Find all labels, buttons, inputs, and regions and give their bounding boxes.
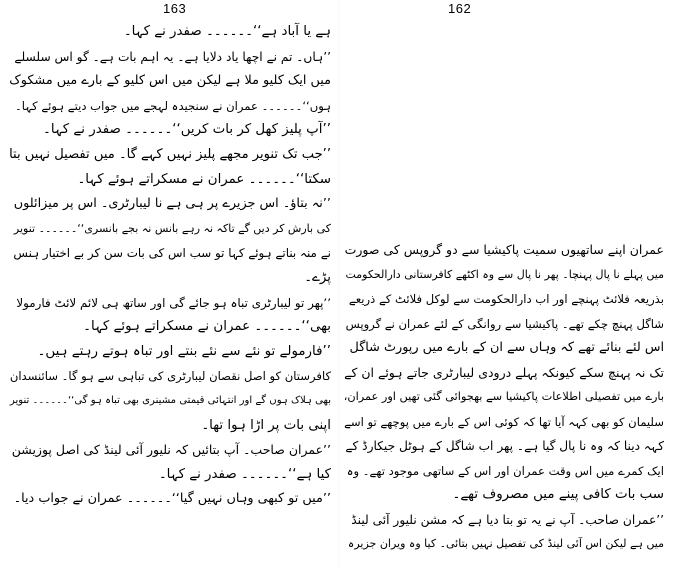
text-line: ہوں‘‘۔۔۔۔۔۔ عمران نے سنجیدہ لہجے میں جواب دیتے ہوئے کہا۔ (15, 98, 331, 113)
text-line: اس لئے بنائے تھے کہ وہاں سے ان کے بارے میں رپورٹ شاگل (349, 340, 664, 355)
text-line: ’’آپ پلیز کھل کر بات کریں‘‘۔۔۔۔۔۔ صفدر نے کہا۔ (43, 122, 331, 138)
right-page (339, 0, 678, 571)
text-line: بذریعہ فلائٹ پہنچے اور اب دارالحکومت سے لوکل فلائٹ کے ذریعے (348, 292, 664, 306)
page-text (9, 20, 331, 512)
text-line: بارے میں تفصیلی اطلاعات پاکیشیا سے بھجوائی گئی تھیں اور عمران، (344, 390, 664, 403)
text-line: میں ہے لیکن اس آئی لینڈ کی تفصیل نہیں بتائی۔ کیا وہ ویران جزیرہ (347, 537, 664, 550)
text-line: اپنی بات پر اڑا ہوا تھا۔ (201, 417, 331, 433)
text-line: کہہ دینا کہ وہ نا پال گیا ہے۔ پھر اب شاگل کے ہوٹل جیکارڈ کے (345, 439, 664, 453)
text-line: کی بارش کر دیں گے تاکہ نہ رہے بانس نہ بجے بانسری‘‘۔۔۔۔۔۔ تنویر (13, 221, 331, 235)
page-text (344, 238, 664, 557)
text-line: پڑے۔ (304, 269, 331, 285)
text-line: سکتا‘‘۔۔۔۔۔۔ عمران نے مسکراتے ہوئے کہا۔ (77, 171, 331, 187)
text-line: نے منہ بناتے ہوئے کہا تو سب اس کی بات سن کر بے اختیار ہنس (13, 246, 331, 261)
page-number: 162 (448, 1, 472, 16)
text-line: بھی ہلاک ہوں گے اور انتہائی قیمتی مشینری بھی تباہ ہو گی‘‘۔۔۔۔۔۔ تنویر (9, 394, 331, 406)
text-line: بھی‘‘۔۔۔۔۔۔ عمران نے مسکراتے ہوئے کہا۔ (83, 319, 331, 335)
text-line: عمران اپنے ساتھیوں سمیت پاکیشیا سے دو گروپس کی صورت (344, 242, 664, 257)
text-line: ’’عمران صاحب۔ آپ نے یہ تو بتا دیا ہے کہ مشن نلیور آئی لینڈ (351, 512, 664, 527)
text-line: ’’نہ بتاؤ۔ اس جزیرے پر ہی ہے نا لیبارٹری۔ اس پر میزائلوں (13, 196, 331, 212)
text-line: ’’میں تو کبھی وہاں نہیں گیا‘‘۔۔۔۔۔۔ عمران نے جواب دیا۔ (13, 491, 331, 507)
text-line: سب بات کافی پینے میں مصروف تھے۔ (452, 487, 664, 502)
text-line: ’’جب تک تنویر مجھے پلیز نہیں کہے گا۔ میں تفصیل نہیں بتا (9, 146, 331, 162)
text-line: ’’ہاں۔ تم نے اچھا یاد دلایا ہے۔ یہ اہم بات ہے۔ گو اس سلسلے (14, 49, 331, 64)
text-line: تک نہ پہنچ سکے کیونکہ پہلے درودی لیبارٹری جاتے ہوئے ان کے (344, 364, 664, 380)
page-number: 163 (163, 1, 187, 16)
text-line: ’’فارمولے تو نئے سے نئے بنتے اور تباہ ہوتے رہتے ہیں۔ (37, 343, 331, 359)
text-line: ’’عمران صاحب۔ آپ بتائیں کہ نلیور آئی لینڈ کی اصل پوزیشن (11, 442, 331, 458)
text-line: ایک کمرے میں اس وقت عمران اور اس کے ساتھی موجود تھے۔ وہ (346, 463, 664, 478)
text-line: سلیمان کو بھی کہہ آیا تھا کہ کوئی اس کے بارے میں پوچھے تو اسے (344, 414, 664, 429)
text-line: کافرستان کو اصل نقصان لیبارٹری کی تباہی سے ہو گا۔ سائنسدان (9, 369, 331, 384)
text-line: شاگل پہنچ چکے تھے۔ پاکیشیا سے روانگی کے لئے عمران نے گروپس (345, 316, 664, 331)
text-line: ’’پھر تو لیبارٹری تباہ ہو جائے گی اور ساتھ ہی لائم لائٹ فارمولا (16, 295, 331, 310)
text-line: میں ایک کلیو ملا ہے لیکن میں اس کلیو کے بارے میں مشکوک (9, 73, 331, 89)
text-line: ہے یا آباد ہے‘‘۔۔۔۔۔۔ صفدر نے کہا۔ (123, 24, 331, 39)
text-line: میں پہلے نا پال پہنچا۔ پھر نا پال سے وہ اکٹھے کافرستانی دارالحکومت (345, 267, 664, 281)
text-line: کیا ہے‘‘۔۔۔۔۔۔ صفدر نے کہا۔ (158, 466, 331, 482)
